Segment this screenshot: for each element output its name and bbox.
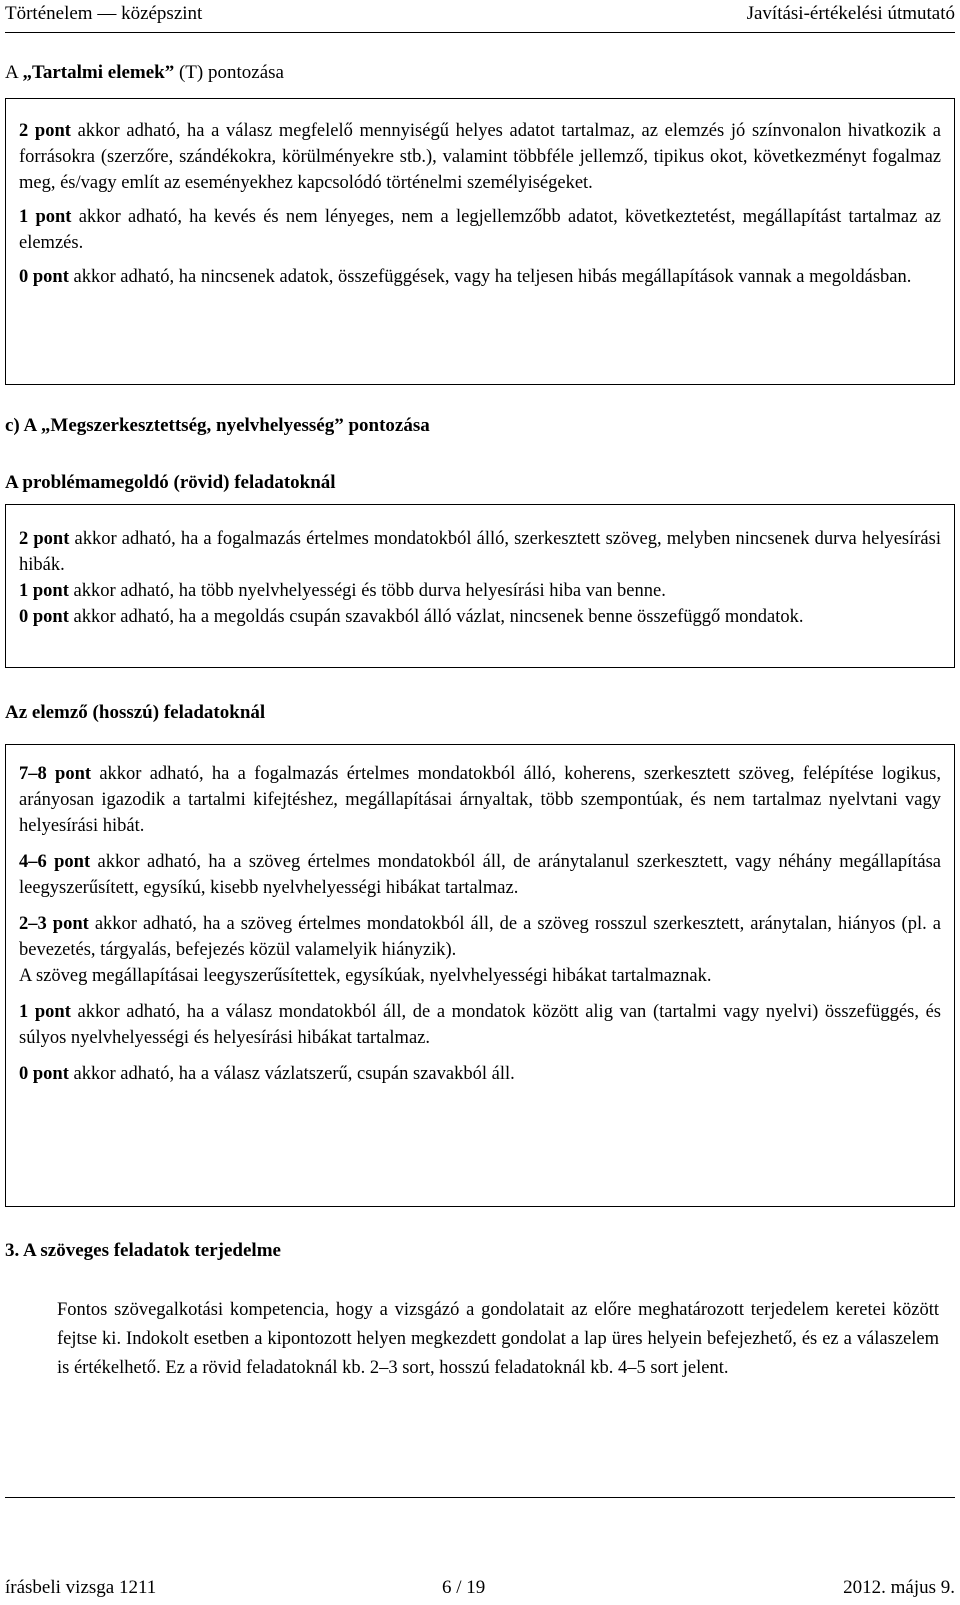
long-criterion-2-3-pont: 2–3 pont akkor adható, ha a szöveg értelmes mondatokból áll, de a szöveg rosszul szerkesztett, aránytalan, hiányos (pl. a bevezetés, tárgyalás, befejezés közül valamelyik hiányzik). — [19, 914, 941, 960]
section-a-title: A „Tartalmi elemek” (T) pontozása — [5, 62, 284, 83]
short-tasks-box — [5, 504, 955, 668]
section-3-paragraph: Fontos szövegalkotási kompetencia, hogy a vizsgázó a gondolatait az előre meghatározott terjedelem keretei között fejtse ki. Indokolt esetben a kipontozott helyen megkezdett gondolat a lap üres helyein befejezhető, és ez a válaszelem is értékelhető. Ez a rövid feladatoknál kb. 2–3 sort, hosszú feladatoknál kb. 4–5 sort jelent. — [57, 1300, 939, 1378]
long-criterion-0-pont: 0 pont akkor adható, ha a válasz vázlatszerű, csupán szavakból áll. — [19, 1064, 515, 1084]
short-tasks-heading: A problémamegoldó (rövid) feladatoknál — [5, 472, 336, 493]
footer-page-number: 6 / 19 — [442, 1577, 486, 1598]
header-subject: Történelem — középszint — [5, 3, 203, 24]
footer-date: 2012. május 9. — [843, 1577, 955, 1598]
section-3-title: 3. A szöveges feladatok terjedelme — [5, 1240, 281, 1261]
criterion-1-pont: 1 pont akkor adható, ha kevés és nem lényeges, nem a legjellemzőbb adatot, következtetést, megállapítást tartalmaz az elemzés. — [19, 207, 941, 253]
criterion-2-pont: 2 pont akkor adható, ha a válasz megfelelő mennyiségű helyes adatot tartalmaz, az elemzés jó színvonalon hivatkozik a forrásokra (szerzőre, szándékokra, körülményekre stb.), valamint többféle jellemző, tipikus okot, következményt fogalmaz meg, és/vagy említ az eseményekhez kapcsolódó történelmi személyiségeket. — [19, 121, 941, 193]
header-guide-title: Javítási-értékelési útmutató — [746, 3, 955, 24]
long-criterion-7-8-pont: 7–8 pont akkor adható, ha a fogalmazás értelmes mondatokból álló, koherens, szerkesztett szöveg, felépítése logikus, arányosan igazodik a tartalmi kifejtéshez, megállapításai árnyaltak, több szempontúak, és nem tartalmaz nyelvtani vagy helyesírási hibát. — [19, 764, 941, 836]
criterion-0-pont: 0 pont akkor adható, ha nincsenek adatok, összefüggések, vagy ha teljesen hibás megállapítások vannak a megoldásban. — [19, 267, 912, 287]
section-a-title-bold: „Tartalmi elemek” — [22, 62, 175, 83]
content-criteria-box — [5, 98, 955, 385]
footer-rule — [5, 1497, 955, 1498]
section-c-title: c) A „Megszerkesztettség, nyelvhelyesség” pontozása — [5, 415, 430, 436]
page-header — [0, 0, 960, 34]
long-criterion-1-pont: 1 pont akkor adható, ha a válasz mondatokból áll, de a mondatok között alig van (tartalmi vagy nyelvi) összefüggés, és súlyos nyelvhelyességi és helyesírási hibákat tartalmaz. — [19, 1002, 941, 1048]
long-tasks-box — [5, 744, 955, 1207]
long-tasks-heading: Az elemző (hosszú) feladatoknál — [5, 702, 266, 723]
short-criterion-0-pont: 0 pont akkor adható, ha a megoldás csupán szavakból álló vázlat, nincsenek benne összefüggő mondatok. — [19, 607, 804, 627]
long-criterion-4-6-pont: 4–6 pont akkor adható, ha a szöveg értelmes mondatokból áll, de aránytalanul szerkesztett, vagy néhány megállapítása leegyszerűsített, egysíkú, kisebb nyelvhelyességi hibákat tartalmaz. — [19, 852, 941, 898]
short-criterion-2-pont: 2 pont akkor adható, ha a fogalmazás értelmes mondatokból álló, szerkesztett szöveg, melyben nincsenek durva helyesírási hibák. — [19, 529, 941, 575]
header-rule — [5, 32, 955, 33]
footer-exam-code: írásbeli vizsga 1211 — [5, 1577, 157, 1598]
long-criterion-2-3-note: A szöveg megállapításai leegyszerűsítettek, egysíkúak, nyelvhelyességi hibákat tartalmaznak. — [19, 966, 712, 986]
short-criterion-1-pont: 1 pont akkor adható, ha több nyelvhelyességi és több durva helyesírási hiba van benne. — [19, 581, 666, 601]
